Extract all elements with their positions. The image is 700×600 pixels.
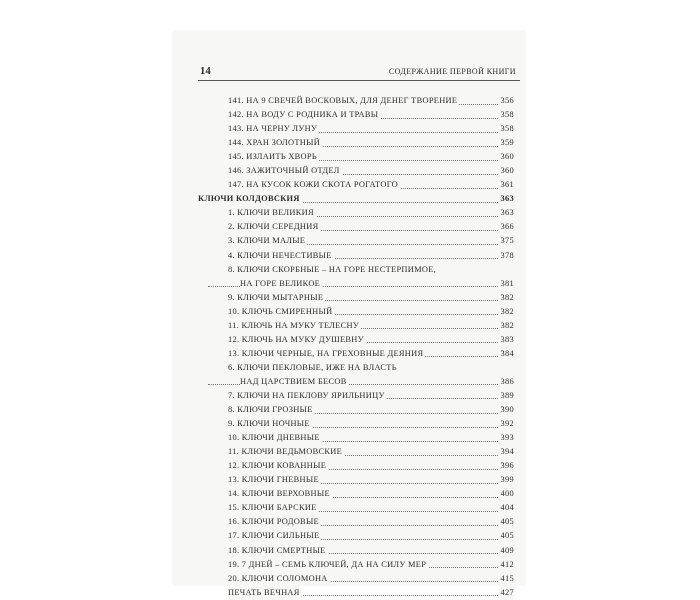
toc-entry-page: 361 [499,178,514,192]
toc-entry [198,487,514,501]
toc-entry-title: 20. КЛЮЧИ СОЛОМОНА [228,572,330,586]
toc-entry [198,249,514,263]
toc-entry-page: 405 [499,529,514,543]
toc-entry-page: 358 [499,108,514,122]
toc-entry-page: 359 [499,136,514,150]
toc-entry [198,515,514,529]
toc-entry-page: 366 [499,220,514,234]
toc-entry-title: 1. КЛЮЧИ ВЕЛИКИЯ [228,206,316,220]
toc-entry-title: 14. КЛЮЧИ ВЕРХОВНЫЕ [228,487,332,501]
toc-entry-title: НА ГОРЕ ВЕЛИКОЕ [240,277,322,291]
toc-entry-title: 141. НА 9 СВЕЧЕЙ ВОСКОВЫХ, ДЛЯ ДЕНЕГ ТВОРЕНИЕ [228,94,459,108]
page-header [198,64,520,81]
toc-entry [198,586,514,600]
toc-entry-page: 386 [499,375,514,389]
toc-entry-page: 356 [499,94,514,108]
toc-entry-title: КЛЮЧИ КОЛДОВСКИЯ [198,192,302,206]
toc-entry-page: 393 [499,431,514,445]
toc-entry-title: 13. КЛЮЧИ ЧЕРНЫЕ, НА ГРЕХОВНЫЕ ДЕЯНИЯ [228,347,425,361]
toc-entry-title: 10. КЛЮЧИ ДНЕВНЫЕ [228,431,322,445]
toc-entry [198,459,514,473]
toc-entry-title: НАД ЦАРСТВИЕМ БЕСОВ [240,375,349,389]
toc-entry-page: 409 [499,544,514,558]
toc-entry [198,94,514,108]
toc-entry-page: 382 [499,319,514,333]
toc-entry-page: 427 [499,586,514,600]
toc-entry-title: 10. КЛЮЧЬ СМИРЕННЫЙ [228,305,334,319]
toc-entry [198,136,514,150]
toc-entry [198,277,514,291]
toc-entry-title: 8. КЛЮЧИ ГРОЗНЫЕ [228,403,315,417]
toc-entry [198,473,514,487]
toc-entry-title: 142. НА ВОДУ С РОДНИКА И ТРАВЫ [228,108,380,122]
toc-entry-title: 11. КЛЮЧЬ НА МУКУ ТЕЛЕСНУ [228,319,361,333]
toc-entry-title: 17. КЛЮЧИ СИЛЬНЫЕ [228,529,321,543]
toc-entry-page: 400 [499,487,514,501]
toc-entry-page: 381 [499,277,514,291]
toc-entry-title: 143. НА ЧЕРНУ ЛУНУ [228,122,319,136]
toc-entry-title: 9. КЛЮЧИ МЫТАРНЫЕ [228,291,325,305]
toc-entry-page: 358 [499,122,514,136]
toc-entry [198,150,514,164]
toc-entry-page: 389 [499,389,514,403]
toc-entry [198,389,514,403]
toc-entry-page: 378 [499,249,514,263]
toc-entry-page: 415 [499,572,514,586]
toc-entry-title: ПЕЧАТЬ ВЕЧНАЯ [228,586,302,600]
book-page [173,31,525,597]
toc-entry-page: 392 [499,417,514,431]
toc-entry-title: 19. 7 ДНЕЙ – СЕМЬ КЛЮЧЕЙ, ДА НА СИЛУ МЕР [228,558,428,572]
toc-entry-title: 8. КЛЮЧИ СКОРБНЫЕ – НА ГОРЕ НЕСТЕРПИМОЕ, [228,264,437,274]
toc-entry-page: 383 [499,333,514,347]
toc-entry [198,122,514,136]
toc-entry-title: 2. КЛЮЧИ СЕРЕДНИЯ [228,220,321,234]
toc-entry-title: 144. ХРАН ЗОЛОТНЫЙ [228,136,322,150]
toc-entry [198,319,514,333]
toc-entry-title: 145. ИЗЛАИТЬ ХВОРЬ [228,150,319,164]
toc-entry [198,234,514,248]
toc-entry-page: 363 [499,192,514,206]
running-title: СОДЕРЖАНИЕ ПЕРВОЙ КНИГИ [388,67,516,76]
toc-entry-page: 384 [499,347,514,361]
toc-entry [198,347,514,361]
toc-entry-page: 399 [499,473,514,487]
toc-entry-page: 405 [499,515,514,529]
toc-entry-title: 11. КЛЮЧИ ВЕДЬМОВСКИЕ [228,445,344,459]
toc-entry [198,305,514,319]
toc-entry-title: 7. КЛЮЧИ НА ПЕКЛОВУ ЯРИЛЬНИЦУ [228,389,387,403]
table-of-contents [198,94,514,600]
toc-entry-title: 13. КЛЮЧИ ГНЕВНЫЕ [228,473,321,487]
toc-entry-page: 360 [499,150,514,164]
toc-entry [198,108,514,122]
toc-entry-title: 16. КЛЮЧИ РОДОВЫЕ [228,515,321,529]
toc-entry-page: 390 [499,403,514,417]
toc-entry-page: 382 [499,305,514,319]
toc-entry-title: 12. КЛЮЧЬ НА МУКУ ДУШЕВНУ [228,333,366,347]
toc-entry-title: 18. КЛЮЧИ СМЕРТНЫЕ [228,544,328,558]
toc-entry [198,178,514,192]
toc-entry [198,501,514,515]
toc-entry [198,164,514,178]
toc-entry-title: 6. КЛЮЧИ ПЕКЛОВЫЕ, ИЖЕ НА ВЛАСТЬ [228,362,397,372]
toc-entry [198,291,514,305]
toc-entry [198,445,514,459]
toc-entry [198,403,514,417]
toc-entry-page: 412 [499,558,514,572]
toc-entry [198,529,514,543]
toc-entry [198,572,514,586]
page-number: 14 [200,66,211,77]
toc-entry [198,333,514,347]
toc-entry-title: 147. НА КУСОК КОЖИ СКОТА РОГАТОГО [228,178,400,192]
toc-entry [198,263,514,277]
toc-entry [198,417,514,431]
toc-section-heading [198,192,514,206]
toc-entry [198,558,514,572]
toc-entry [198,544,514,558]
toc-entry [198,361,514,375]
toc-entry-page: 404 [499,501,514,515]
toc-entry [198,220,514,234]
toc-entry [198,206,514,220]
toc-entry [198,375,514,389]
toc-entry-page: 375 [499,234,514,248]
toc-entry-title: 15. КЛЮЧИ БАРСКИЕ [228,501,319,515]
toc-entry-title: 9. КЛЮЧИ НОЧНЫЕ [228,417,312,431]
toc-entry-title: 146. ЗАЖИТОЧНЫЙ ОТДЕЛ [228,164,342,178]
toc-entry-page: 360 [499,164,514,178]
toc-entry-page: 394 [499,445,514,459]
toc-entry-title: 4. КЛЮЧИ НЕЧЕСТИВЫЕ [228,249,334,263]
toc-entry-title: 3. КЛЮЧИ МАЛЫЕ [228,234,307,248]
toc-entry-page: 382 [499,291,514,305]
toc-entry [198,431,514,445]
toc-entry-page: 363 [499,206,514,220]
toc-entry-title: 12. КЛЮЧИ КОВАННЫЕ [228,459,328,473]
toc-entry-page: 396 [499,459,514,473]
